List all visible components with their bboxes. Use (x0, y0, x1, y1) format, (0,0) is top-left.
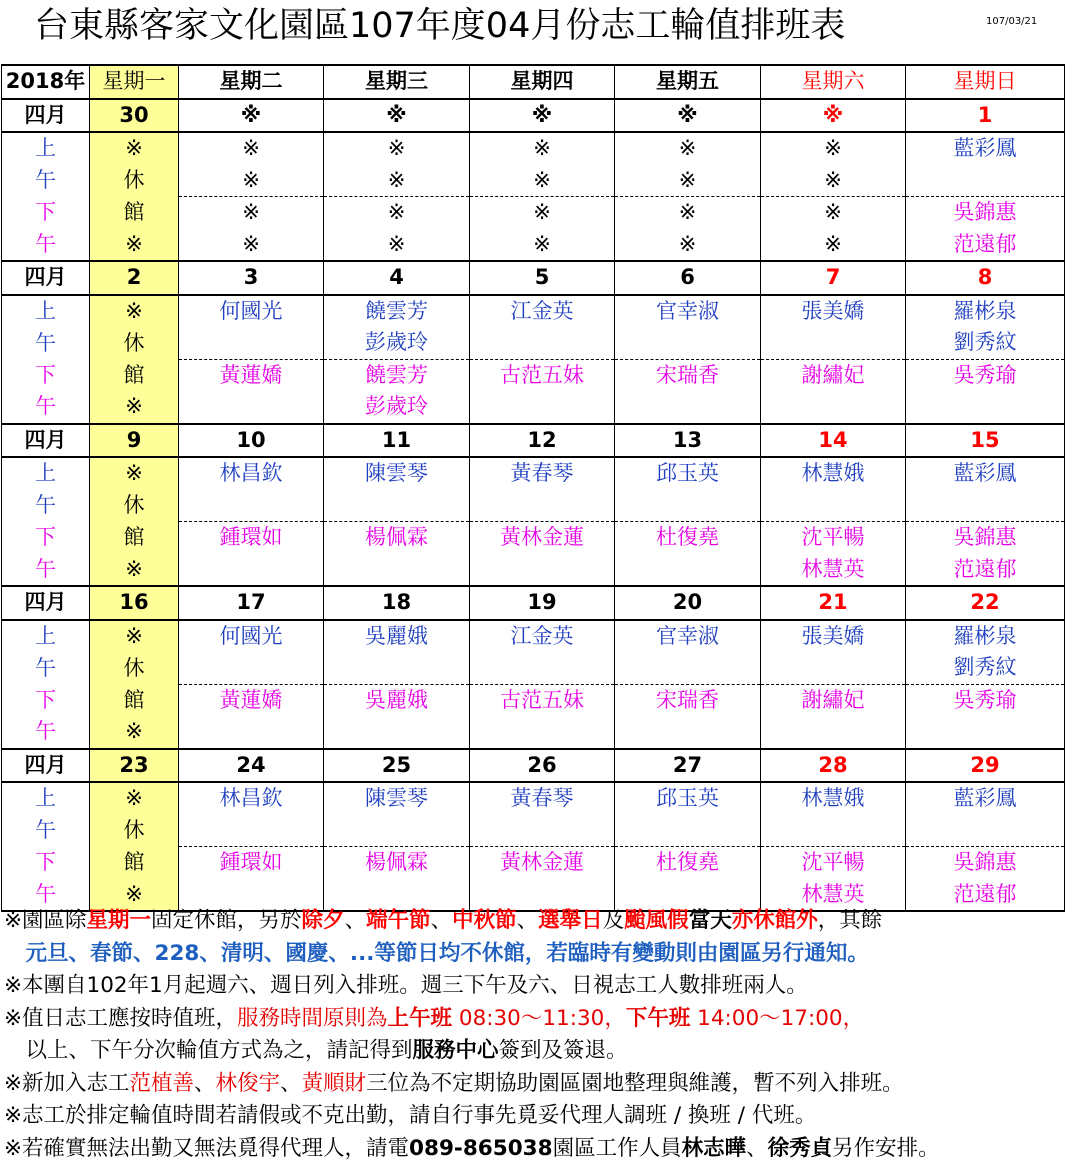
volunteer-name: 林慧英 (761, 879, 906, 912)
shift-row-pm1 (2, 847, 1065, 879)
shift-label: 上 (2, 295, 90, 328)
note-text: 三位為不定期協助園區園地整理與維護，暫不列入排班。 (366, 1070, 904, 1096)
shift-label: 午 (2, 490, 90, 522)
shift-row-pm2 (2, 716, 1065, 749)
volunteer-name: 謝繡妃 (761, 359, 906, 391)
volunteer-name: 楊佩霖 (324, 847, 470, 879)
note-text: 星期一 (86, 908, 152, 933)
volunteer-name (470, 652, 615, 684)
volunteer-name (324, 554, 470, 587)
volunteer-name: 黃春琴 (470, 457, 615, 490)
note-text: 、 (280, 1070, 302, 1096)
volunteer-name (179, 391, 324, 424)
volunteer-name (179, 554, 324, 587)
shift-label: 下 (2, 847, 90, 879)
volunteer-name (179, 815, 324, 847)
volunteer-name (761, 327, 906, 359)
volunteer-name (615, 327, 761, 359)
volunteer-name: 張美嬌 (761, 620, 906, 653)
volunteer-name: 林慧英 (761, 554, 906, 587)
volunteer-name: 官幸淑 (615, 295, 761, 328)
shift-row-am2 (2, 327, 1065, 359)
note-text: ，其餘 (817, 908, 883, 933)
volunteer-name (470, 327, 615, 359)
note-text: 園區工作人員 (552, 1135, 682, 1161)
volunteer-name: ※ (761, 165, 906, 197)
shift-row-am2 (2, 165, 1065, 197)
note-text: 林志曄 (681, 1135, 747, 1161)
volunteer-name: 吳錦惠 (906, 522, 1065, 554)
year-cell: 2018年 (2, 65, 90, 99)
shift-row-am1 (2, 457, 1065, 490)
date-cell: ※ (324, 99, 470, 133)
note-text: 服務中心 (412, 1038, 499, 1063)
volunteer-name: 杜復堯 (615, 522, 761, 554)
monday-closed-cell: 休 (90, 652, 179, 684)
volunteer-name: 羅彬泉 (906, 620, 1065, 653)
shift-label: 午 (2, 652, 90, 684)
note-line (4, 905, 1064, 938)
shift-label: 上 (2, 457, 90, 490)
note-text: 端午節 (366, 908, 431, 933)
volunteer-name: 范遠郁 (906, 879, 1065, 912)
note-text: 以上、下午分次輪值方式為之，請記得到 (4, 1038, 413, 1063)
shift-row-pm1 (2, 684, 1065, 716)
date-cell: 11 (324, 424, 470, 458)
volunteer-name (179, 716, 324, 749)
date-cell: 24 (179, 749, 324, 783)
volunteer-name: ※ (615, 165, 761, 197)
volunteer-name: 藍彩鳳 (906, 457, 1065, 490)
volunteer-name: ※ (761, 197, 906, 229)
date-cell: 7 (761, 261, 906, 295)
date-cell: 2 (90, 261, 179, 295)
note-line (4, 1068, 1064, 1101)
header-day-thu: 星期四 (470, 65, 615, 99)
date-cell: ※ (615, 99, 761, 133)
note-text: 服務時間原則為 (237, 1005, 388, 1031)
volunteer-name: 江金英 (470, 295, 615, 328)
volunteer-name: 沈平暢 (761, 847, 906, 879)
month-label: 四月 (2, 261, 90, 295)
note-text: 簽到及簽退。 (498, 1038, 628, 1063)
volunteer-name (615, 815, 761, 847)
shift-row-am1 (2, 782, 1065, 815)
date-cell: ※ (179, 99, 324, 133)
note-line (4, 1100, 1064, 1133)
month-label: 四月 (2, 99, 90, 133)
volunteer-name: 官幸淑 (615, 620, 761, 653)
date-cell: ※ (761, 99, 906, 133)
shift-row-pm2 (2, 229, 1065, 262)
volunteer-name: 張美嬌 (761, 295, 906, 328)
volunteer-name: 宋瑞香 (615, 359, 761, 391)
monday-closed-cell: 館 (90, 359, 179, 391)
header-day-wed: 星期三 (324, 65, 470, 99)
week-date-row (2, 99, 1065, 133)
note-text: ※新加入志工 (4, 1070, 130, 1096)
note-text: 元旦、春節、228、清明、國慶、...等節日均不休館，若臨時有變動則由園區另行通知。 (25, 940, 869, 966)
note-line (4, 1003, 1064, 1036)
monday-closed-cell: ※ (90, 229, 179, 262)
volunteer-name (324, 652, 470, 684)
volunteer-name (761, 490, 906, 522)
note-text: 下午班 (625, 1005, 691, 1031)
week-date-row (2, 749, 1065, 783)
volunteer-name: 林昌欽 (179, 782, 324, 815)
date-cell: 23 (90, 749, 179, 783)
note-text: 范植善 (129, 1070, 195, 1096)
volunteer-name: 吳麗娥 (324, 620, 470, 653)
volunteer-name: 范遠郁 (906, 229, 1065, 262)
monday-closed-cell: ※ (90, 879, 179, 912)
note-text: 亦休館外 (731, 908, 818, 933)
note-text: ※園區除 (4, 908, 87, 933)
date-cell: 13 (615, 424, 761, 458)
volunteer-name: ※ (179, 165, 324, 197)
shift-label: 午 (2, 327, 90, 359)
monday-closed-cell: 館 (90, 522, 179, 554)
volunteer-name (470, 490, 615, 522)
volunteer-name: 楊佩霖 (324, 522, 470, 554)
shift-label: 午 (2, 879, 90, 912)
volunteer-name: 宋瑞香 (615, 684, 761, 716)
volunteer-name: 吳錦惠 (906, 197, 1065, 229)
note-text: 中秋節 (452, 908, 517, 933)
volunteer-name: ※ (615, 132, 761, 165)
week-date-row (2, 424, 1065, 458)
note-text: 另作安排。 (832, 1135, 940, 1161)
volunteer-name: 彭歲玲 (324, 391, 470, 424)
volunteer-name: 陳雲琴 (324, 782, 470, 815)
volunteer-name: 林慧娥 (761, 457, 906, 490)
note-text: 林俊宇 (215, 1070, 281, 1096)
note-text: 、 (430, 908, 453, 933)
header-day-sat: 星期六 (761, 65, 906, 99)
shift-label: 午 (2, 229, 90, 262)
date-cell: 26 (470, 749, 615, 783)
note-text: 上午班 (387, 1005, 453, 1031)
volunteer-name: ※ (179, 132, 324, 165)
monday-closed-cell: ※ (90, 132, 179, 165)
volunteer-name: ※ (470, 197, 615, 229)
volunteer-name: 劉秀紋 (906, 327, 1065, 359)
date-cell: 27 (615, 749, 761, 783)
date-cell: 22 (906, 586, 1065, 620)
date-cell: ※ (470, 99, 615, 133)
month-label: 四月 (2, 749, 90, 783)
note-text: 、 (746, 1135, 768, 1161)
note-text: 當天 (688, 908, 732, 933)
volunteer-name (324, 815, 470, 847)
volunteer-name: ※ (470, 229, 615, 262)
volunteer-name: 劉秀紋 (906, 652, 1065, 684)
header-day-sun: 星期日 (906, 65, 1065, 99)
volunteer-name (761, 652, 906, 684)
monday-closed-cell: 館 (90, 847, 179, 879)
shift-label: 午 (2, 554, 90, 587)
note-text: ※本團自102年1月起週六、週日列入排班。週三下午及六、日視志工人數排班兩人。 (4, 973, 808, 998)
note-text: 固定休館，另於 (151, 908, 302, 933)
volunteer-name (615, 554, 761, 587)
volunteer-name: 謝繡妃 (761, 684, 906, 716)
volunteer-name (615, 490, 761, 522)
shift-label: 午 (2, 165, 90, 197)
shift-row-am2 (2, 652, 1065, 684)
shift-row-pm1 (2, 359, 1065, 391)
date-cell: 3 (179, 261, 324, 295)
volunteer-name (906, 716, 1065, 749)
volunteer-name: 藍彩鳳 (906, 782, 1065, 815)
note-text: 、 (344, 908, 367, 933)
month-label: 四月 (2, 424, 90, 458)
date-cell: 30 (90, 99, 179, 133)
date-cell: 20 (615, 586, 761, 620)
date-cell: 29 (906, 749, 1065, 783)
volunteer-name: 彭歲玲 (324, 327, 470, 359)
date-cell: 4 (324, 261, 470, 295)
note-line (4, 1133, 1064, 1166)
monday-closed-cell: 休 (90, 815, 179, 847)
volunteer-name: 陳雲琴 (324, 457, 470, 490)
volunteer-name: 吳秀瑜 (906, 684, 1065, 716)
volunteer-name: 何國光 (179, 620, 324, 653)
volunteer-name: 黃蓮嬌 (179, 359, 324, 391)
monday-closed-cell: 館 (90, 197, 179, 229)
note-text: 徐秀貞 (767, 1135, 833, 1161)
date-cell: 15 (906, 424, 1065, 458)
monday-closed-cell: 休 (90, 327, 179, 359)
revision-date: 107/03/21 (986, 16, 1038, 27)
shift-row-pm1 (2, 522, 1065, 554)
week-date-row (2, 261, 1065, 295)
volunteer-name: 鍾環如 (179, 847, 324, 879)
volunteer-name: 吳錦惠 (906, 847, 1065, 879)
volunteer-name: ※ (324, 132, 470, 165)
monday-closed-cell: ※ (90, 391, 179, 424)
volunteer-name: 黃蓮嬌 (179, 684, 324, 716)
volunteer-name (324, 716, 470, 749)
shift-row-am2 (2, 490, 1065, 522)
shift-row-am1 (2, 295, 1065, 328)
note-text: ※值日志工應按時值班， (4, 1005, 238, 1031)
volunteer-name: 何國光 (179, 295, 324, 328)
date-cell: 1 (906, 99, 1065, 133)
volunteer-name (906, 391, 1065, 424)
volunteer-name: 邱玉英 (615, 457, 761, 490)
monday-closed-cell: ※ (90, 554, 179, 587)
volunteer-name: 杜復堯 (615, 847, 761, 879)
date-cell: 14 (761, 424, 906, 458)
monday-closed-cell: 休 (90, 165, 179, 197)
note-text: 14:00～17:00， (690, 1005, 865, 1031)
volunteer-name (470, 391, 615, 424)
volunteer-name: 吳麗娥 (324, 684, 470, 716)
volunteer-name (179, 327, 324, 359)
volunteer-name: ※ (470, 165, 615, 197)
date-cell: 28 (761, 749, 906, 783)
note-line (4, 938, 1064, 971)
note-text: 、 (516, 908, 539, 933)
shift-label: 午 (2, 391, 90, 424)
volunteer-name (470, 716, 615, 749)
volunteer-name: ※ (615, 197, 761, 229)
shift-row-pm1 (2, 197, 1065, 229)
volunteer-name: 黃林金蓮 (470, 847, 615, 879)
shift-label: 上 (2, 782, 90, 815)
volunteer-name (470, 554, 615, 587)
date-cell: 16 (90, 586, 179, 620)
volunteer-name: ※ (615, 229, 761, 262)
note-text (4, 941, 26, 966)
header-row (2, 65, 1065, 99)
note-text: 除夕 (301, 908, 345, 933)
shift-label: 下 (2, 684, 90, 716)
notes-section (4, 905, 1064, 1165)
volunteer-name (615, 716, 761, 749)
volunteer-name (179, 652, 324, 684)
volunteer-name: 古范五妹 (470, 359, 615, 391)
volunteer-name: 藍彩鳳 (906, 132, 1065, 165)
volunteer-name (761, 815, 906, 847)
volunteer-name: 羅彬泉 (906, 295, 1065, 328)
volunteer-name: 林慧娥 (761, 782, 906, 815)
volunteer-name: 沈平暢 (761, 522, 906, 554)
monday-closed-cell: ※ (90, 457, 179, 490)
date-cell: 21 (761, 586, 906, 620)
volunteer-name (615, 652, 761, 684)
page-title: 台東縣客家文化園區107年度04月份志工輪值排班表 (34, 6, 846, 46)
date-cell: 17 (179, 586, 324, 620)
shift-row-am1 (2, 132, 1065, 165)
volunteer-name: 邱玉英 (615, 782, 761, 815)
volunteer-name: 鍾環如 (179, 522, 324, 554)
volunteer-name: ※ (179, 197, 324, 229)
monday-closed-cell: ※ (90, 716, 179, 749)
note-text: ※志工於排定輪值時間若請假或不克出勤，請自行事先覓妥代理人調班 / 換班 / 代班。 (4, 1103, 817, 1128)
shift-label: 下 (2, 522, 90, 554)
volunteer-name (906, 815, 1065, 847)
volunteer-name: 黃林金蓮 (470, 522, 615, 554)
date-cell: 25 (324, 749, 470, 783)
volunteer-name: ※ (324, 165, 470, 197)
volunteer-name: ※ (761, 229, 906, 262)
note-text: 089-865038 (409, 1135, 553, 1161)
note-line (4, 970, 1064, 1003)
date-cell: 12 (470, 424, 615, 458)
volunteer-name: ※ (324, 229, 470, 262)
volunteer-name (761, 391, 906, 424)
schedule-table (1, 64, 1065, 912)
shift-label: 上 (2, 132, 90, 165)
volunteer-name (324, 490, 470, 522)
monday-closed-cell: ※ (90, 782, 179, 815)
month-label: 四月 (2, 586, 90, 620)
note-text: 選舉日 (538, 908, 603, 933)
note-text: 及 (602, 908, 625, 933)
monday-closed-cell: 館 (90, 684, 179, 716)
shift-label: 午 (2, 815, 90, 847)
header-day-tue: 星期二 (179, 65, 324, 99)
monday-closed-cell: ※ (90, 620, 179, 653)
shift-label: 午 (2, 716, 90, 749)
volunteer-name: ※ (761, 132, 906, 165)
shift-label: 下 (2, 197, 90, 229)
volunteer-name (906, 165, 1065, 197)
volunteer-name (615, 391, 761, 424)
note-text: 、 (194, 1070, 216, 1096)
volunteer-name: 黃春琴 (470, 782, 615, 815)
volunteer-name (761, 716, 906, 749)
volunteer-name: 吳秀瑜 (906, 359, 1065, 391)
note-text: ※若確實無法出勤又無法覓得代理人，請電 (4, 1135, 410, 1161)
monday-closed-cell: 休 (90, 490, 179, 522)
date-cell: 18 (324, 586, 470, 620)
note-text: 颱風假 (624, 908, 689, 933)
shift-label: 上 (2, 620, 90, 653)
shift-row-pm2 (2, 391, 1065, 424)
shift-label: 下 (2, 359, 90, 391)
note-line (4, 1035, 1064, 1068)
volunteer-name (179, 490, 324, 522)
volunteer-name: 江金英 (470, 620, 615, 653)
volunteer-name: ※ (470, 132, 615, 165)
volunteer-name: 范遠郁 (906, 554, 1065, 587)
date-cell: 10 (179, 424, 324, 458)
volunteer-name: 林昌欽 (179, 457, 324, 490)
week-date-row (2, 586, 1065, 620)
shift-row-am2 (2, 815, 1065, 847)
date-cell: 19 (470, 586, 615, 620)
volunteer-name: ※ (324, 197, 470, 229)
date-cell: 6 (615, 261, 761, 295)
volunteer-name (906, 490, 1065, 522)
date-cell: 5 (470, 261, 615, 295)
date-cell: 9 (90, 424, 179, 458)
volunteer-name: 饒雲芳 (324, 359, 470, 391)
date-cell: 8 (906, 261, 1065, 295)
volunteer-name: 古范五妹 (470, 684, 615, 716)
volunteer-name (470, 815, 615, 847)
header-day-fri: 星期五 (615, 65, 761, 99)
note-text: 黃順財 (301, 1070, 367, 1096)
monday-closed-cell: ※ (90, 295, 179, 328)
note-text: 08:30～11:30， (452, 1005, 626, 1031)
volunteer-name: 饒雲芳 (324, 295, 470, 328)
shift-row-am1 (2, 620, 1065, 653)
header-day-mon: 星期一 (90, 65, 179, 99)
shift-row-pm2 (2, 554, 1065, 587)
volunteer-name: ※ (179, 229, 324, 262)
